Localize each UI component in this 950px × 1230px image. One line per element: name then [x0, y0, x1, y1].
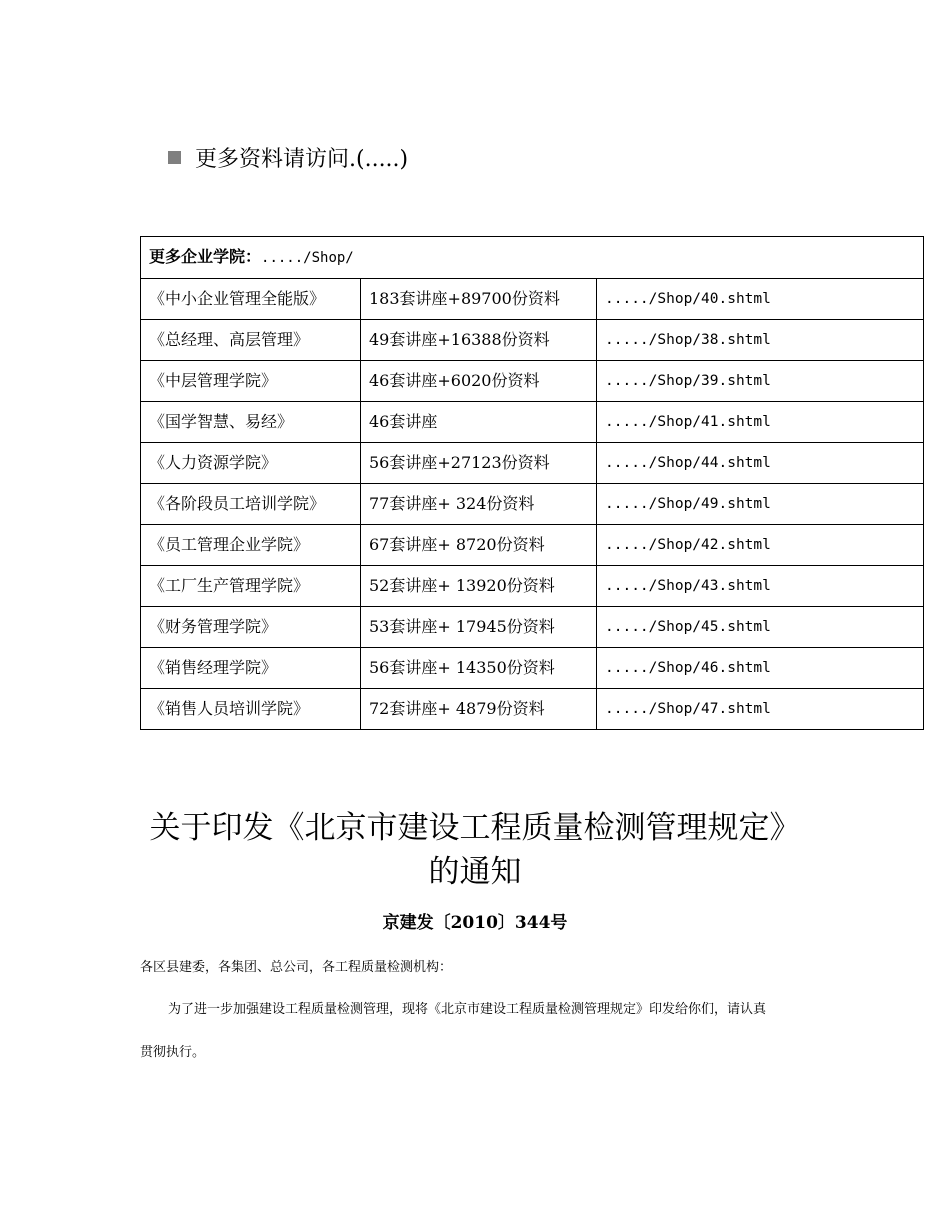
catalog-row	[141, 648, 924, 689]
catalog-cell-url[interactable]: ...../Shop/38.shtml	[597, 320, 924, 361]
catalog-header-label: 更多企业学院：	[149, 247, 262, 266]
catalog-cell-name: 《中小企业管理全能版》	[141, 279, 361, 320]
catalog-row	[141, 566, 924, 607]
catalog-cell-content: 46套讲座	[361, 402, 597, 443]
addressee-text: 各区县建委，各集团、总公司，各工程质量检测机构：	[140, 960, 453, 975]
document-number: 京建发〔2010〕344号	[382, 913, 568, 933]
document-title: 关于印发《北京市建设工程质量检测管理规定》的通知	[149, 810, 801, 890]
catalog-cell-name: 《总经理、高层管理》	[141, 320, 361, 361]
catalog-cell-url[interactable]: ...../Shop/44.shtml	[597, 443, 924, 484]
catalog-row	[141, 689, 924, 730]
catalog-row	[141, 279, 924, 320]
catalog-row	[141, 320, 924, 361]
catalog-table	[140, 236, 924, 730]
catalog-cell-content: 46套讲座+6020份资料	[361, 361, 597, 402]
catalog-cell-url[interactable]: ...../Shop/46.shtml	[597, 648, 924, 689]
catalog-cell-name: 《各阶段员工培训学院》	[141, 484, 361, 525]
intro-text: 更多资料请访问.(.....)	[195, 147, 409, 172]
catalog-cell-name: 《员工管理企业学院》	[141, 525, 361, 566]
catalog-cell-name: 《销售人员培训学院》	[141, 689, 361, 730]
catalog-row	[141, 484, 924, 525]
catalog-cell-url[interactable]: ...../Shop/43.shtml	[597, 566, 924, 607]
catalog-cell-name: 《人力资源学院》	[141, 443, 361, 484]
catalog-cell-url[interactable]: ...../Shop/42.shtml	[597, 525, 924, 566]
catalog-row	[141, 402, 924, 443]
catalog-cell-name: 《财务管理学院》	[141, 607, 361, 648]
catalog-cell-content: 56套讲座+ 14350份资料	[361, 648, 597, 689]
catalog-cell-url[interactable]: ...../Shop/39.shtml	[597, 361, 924, 402]
catalog-row	[141, 607, 924, 648]
catalog-cell-name: 《工厂生产管理学院》	[141, 566, 361, 607]
intro-line	[168, 142, 408, 173]
catalog-cell-content: 183套讲座+89700份资料	[361, 279, 597, 320]
body-text-line2: 贯彻执行。	[140, 1045, 206, 1060]
catalog-cell-content: 56套讲座+27123份资料	[361, 443, 597, 484]
catalog-header-cell	[141, 237, 924, 279]
catalog-cell-content: 72套讲座+ 4879份资料	[361, 689, 597, 730]
catalog-row	[141, 361, 924, 402]
catalog-row	[141, 525, 924, 566]
catalog-cell-url[interactable]: ...../Shop/41.shtml	[597, 402, 924, 443]
catalog-header-url[interactable]: ...../Shop/	[261, 250, 354, 266]
catalog-cell-url[interactable]: ...../Shop/45.shtml	[597, 607, 924, 648]
catalog-cell-url[interactable]: ...../Shop/40.shtml	[597, 279, 924, 320]
catalog-cell-content: 67套讲座+ 8720份资料	[361, 525, 597, 566]
catalog-cell-url[interactable]: ...../Shop/49.shtml	[597, 484, 924, 525]
catalog-cell-name: 《销售经理学院》	[141, 648, 361, 689]
catalog-cell-content: 53套讲座+ 17945份资料	[361, 607, 597, 648]
catalog-cell-url[interactable]: ...../Shop/47.shtml	[597, 689, 924, 730]
catalog-cell-name: 《国学智慧、易经》	[141, 402, 361, 443]
catalog-cell-content: 52套讲座+ 13920份资料	[361, 566, 597, 607]
catalog-header-row	[141, 237, 924, 279]
catalog-cell-content: 77套讲座+ 324份资料	[361, 484, 597, 525]
square-bullet-icon	[168, 151, 181, 164]
body-text-line1: 为了进一步加强建设工程质量检测管理，现将《北京市建设工程质量检测管理规定》印发给你们，请认真	[168, 1002, 767, 1017]
catalog-cell-name: 《中层管理学院》	[141, 361, 361, 402]
catalog-row	[141, 443, 924, 484]
catalog-cell-content: 49套讲座+16388份资料	[361, 320, 597, 361]
